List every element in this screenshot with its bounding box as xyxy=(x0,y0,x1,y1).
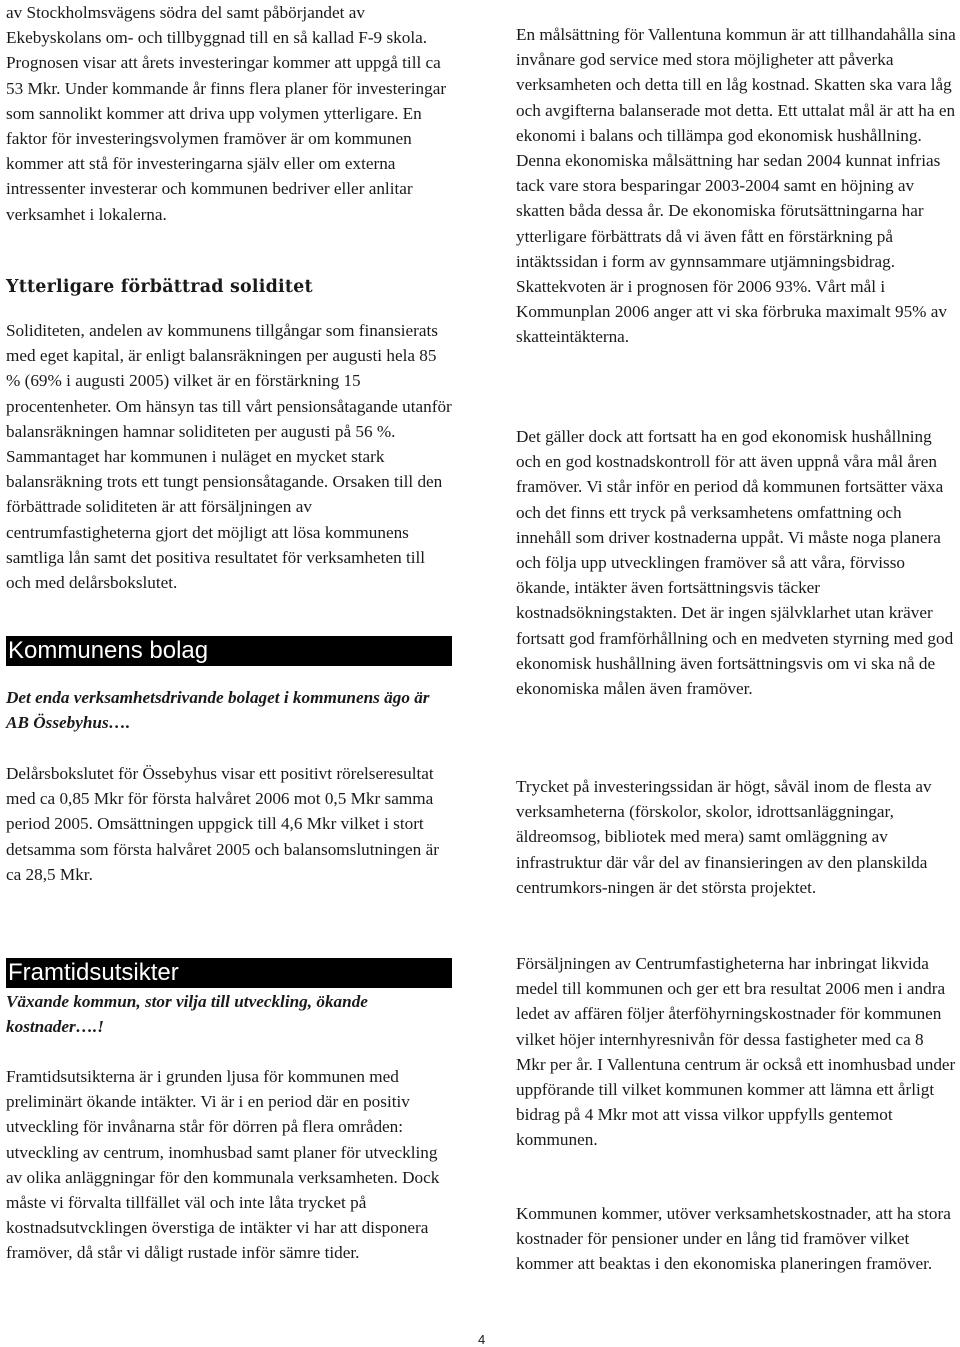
bolag-paragraph-block xyxy=(6,761,452,887)
right-paragraph-5: Kommunen kommer, utöver verksamhetskostnader, att ha stora kostnader för pensioner under en lång tid framöver vilket kommer att beaktas i den ekonomiska planeringen framöver. xyxy=(516,1204,951,1274)
right-paragraph-4-block xyxy=(516,951,956,1153)
right-paragraph-4: Försäljningen av Centrumfastigheterna har inbringat likvida medel till kommunen och ger ett bra resultat 2006 men i andra ledet av affären följer återföhyrningskostnader för kommunen vilket höjer internhyresnivån för dessa fastigheter med ca 8 Mkr per år. I Vallentuna centrum är också ett inomhusbad under uppförande till vilket kommunen kommer att lämna ett årligt bidrag på 4 Mkr mot att vissa vilkor uppfylls gentemot kommunen. xyxy=(516,954,956,1150)
intro-paragraph: av Stockholmsvägens södra del samt påbörjandet av Ekebyskolans om- och tillbyggnad till en så kallad F-9 skola. Prognosen visar att årets investeringar kommer att uppgå till ca 53 Mkr. Under kommande år finns flera planer för investeringar som sannolikt kommer att driva upp volymen ytterligare. En faktor för investeringsvolymen framöver är om kommunen kommer att stå för investeringarna själv eller om externa intressenter investerar och kommunen bedriver eller anlitar verksamhet i lokalerna. xyxy=(6,3,447,224)
bolag-lead-block xyxy=(6,685,452,735)
page-number: 4 xyxy=(478,1332,486,1347)
soliditet-paragraph-block xyxy=(6,318,452,595)
framtid-lead-block xyxy=(6,989,452,1039)
framtid-paragraph-block xyxy=(6,1064,452,1266)
intro-paragraph-block xyxy=(6,0,452,227)
right-paragraph-5-block xyxy=(516,1201,956,1277)
bolag-lead: Det enda verksamhetsdrivande bolaget i kommunens ägo är AB Össebyhus…. xyxy=(6,688,430,733)
right-paragraph-3-block xyxy=(516,774,956,900)
right-paragraph-2: Det gäller dock att fortsatt ha en god ekonomisk hushållning och en god kostnadskontroll för att även uppnå våra mål åren framöver. Vi står inför en period då kommunen fortsätter växa och det finns ett tryck på verksamhetens omfattning och innehåll som driver kostnaderna uppåt. Vi måste noga planera och följa upp utvecklingen framöver så att våra, förvisso ökande, intäkter även fortsättningsvis täcker kostnadsökningstakten. Det är ingen självklarhet utan kräver fortsatt god framförhållning och en medveten styrning med god ekonomisk hushållning även fortsättningsvis om vi ska nå de ekonomiska målen även framöver. xyxy=(516,427,954,699)
right-paragraph-3: Trycket på investeringssidan är högt, såväl inom de flesta av verksamheterna (förskolor, skolor, idrottsanläggningar, äldreomsog, bibliotek med mera) samt omläggning av infrastruktur där vår del av finansieringen av den planskilda centrumkors-ningen är det största projektet. xyxy=(516,777,932,897)
right-paragraph-2-block xyxy=(516,424,956,701)
right-paragraph-1: En målsättning för Vallentuna kommun är att tillhandahålla sina invånare god service med stora möjligheter att påverka verksamheten och detta till en låg kostnad. Skatten ska vara låg och avgifterna balanserade mot detta. Ett uttalat mål är att ha en ekonomi i balans och tillämpa god ekonomisk hushållning. Denna ekonomiska målsättning har sedan 2004 kunnat infrias tack vare stora besparingar 2003-2004 samt en höjning av skatten båda dessa år. De ekonomiska förutsättningarna har ytterligare förbättrats då vi även fått en förstärkning på intäktssidan i form av gynnsammare utjämningsbidrag. Skattekvoten är i prognosen för 2006 93%. Vårt mål i Kommunplan 2006 anger att vi ska förbruka maximalt 95% av skatteintäkterna. xyxy=(516,25,956,347)
bolag-heading-bar xyxy=(6,636,452,666)
soliditet-heading-block xyxy=(6,276,452,298)
framtid-heading-bar xyxy=(6,958,452,988)
framtid-lead: Växande kommun, stor vilja till utveckling, ökande kostnader….! xyxy=(6,992,368,1037)
framtid-heading: Framtidsutsikter xyxy=(8,959,179,986)
bolag-paragraph: Delårsbokslutet för Össebyhus visar ett positivt rörelseresultat med ca 0,85 Mkr för första halvåret 2006 mot 0,5 Mkr samma period 2005. Omsättningen uppgick till 4,6 Mkr vilket i stort detsamma som första halvåret 2005 och balansomslutningen är ca 28,5 Mkr. xyxy=(6,764,439,884)
right-paragraph-1-block xyxy=(516,22,956,350)
bolag-heading: Kommunens bolag xyxy=(8,637,209,664)
soliditet-heading: Ytterligare förbättrad soliditet xyxy=(6,277,313,297)
framtid-paragraph: Framtidsutsikterna är i grunden ljusa för kommunen med preliminärt ökande intäkter. Vi är i en period där en positiv utveckling för invånarna står för dörren på flera områden: utveckling av centrum, inomhusbad samt planer för utveckling av olika anläggningar för den kommunala verksamheten. Dock måste vi förvalta tillfället väl och inte låta trycket på kostnadsutvcklingen överstiga de intäkter vi har att disponera framöver, då står vi dåligt rustade inför sämre tider. xyxy=(6,1067,440,1263)
soliditet-paragraph: Soliditeten, andelen av kommunens tillgångar som finansierats med eget kapital, är enligt balansräkningen per augusti hela 85 % (69% i augusti 2005) vilket är en förstärkning 15 procentenheter. Om hänsyn tas till vårt pensionsåtagande utanför balansräkningen hamnar soliditeten per augusti på 56 %. Sammantaget har kommunen i nuläget en mycket stark balansräkning trots ett tungt pensionsåtagande. Orsaken till den förbättrade soliditeten är att försäljningen av centrumfastigheterna gjort det möjligt att lösa kommunens samtliga lån samt det positiva resultatet för verksamheten till och med delårsbokslutet. xyxy=(6,321,452,593)
